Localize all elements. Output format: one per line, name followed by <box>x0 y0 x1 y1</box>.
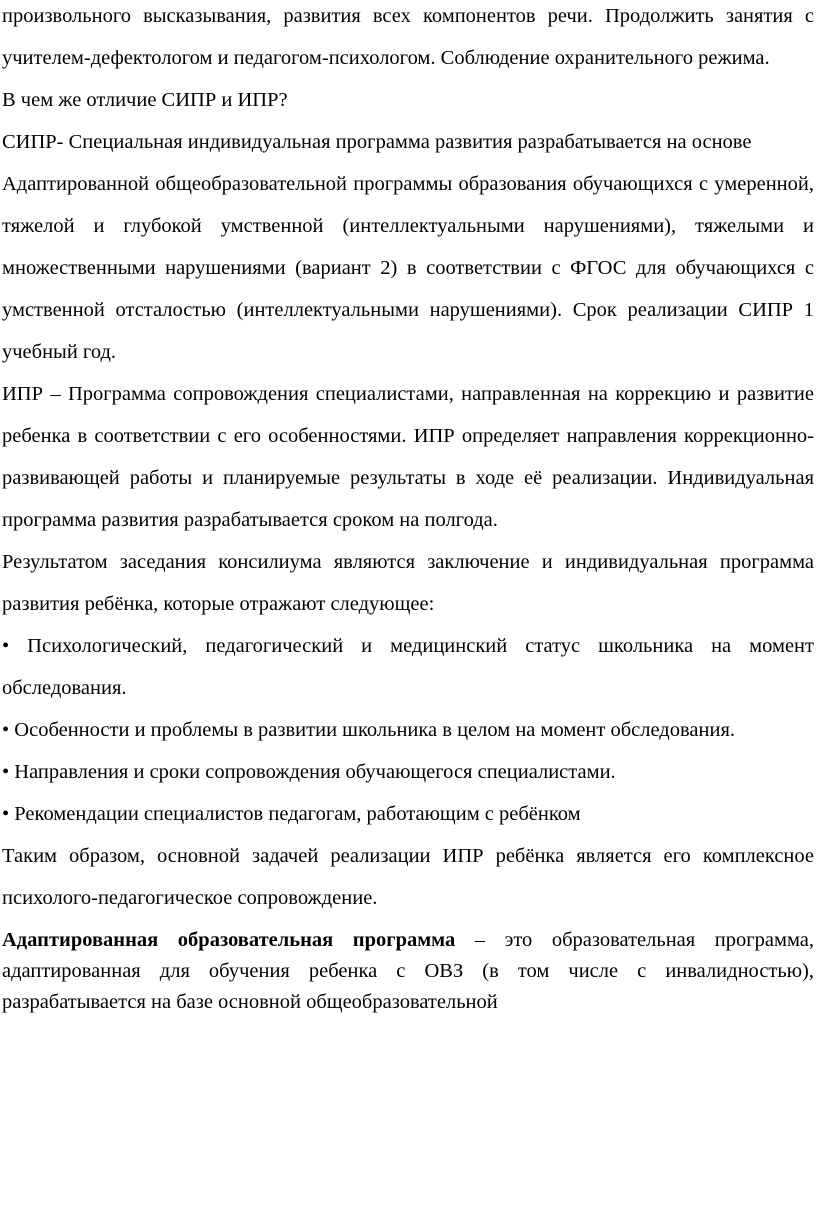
bullet-recommendations: • Рекомендации специалистов педагогам, работающим с ребёнком <box>2 803 581 825</box>
paragraph-adapted-program: Адаптированной общеобразовательной программы образования обучающихся с умеренной, тяжелой и глубокой умственной (интеллектуальными нарушениями), тяжелыми и множественными нарушениями (вариант 2) в соответствии с ФГОС для обучающихся с умственной отсталостью (интеллектуальными нарушениями). Срок реализации СИПР 1 учебный год. <box>2 173 814 363</box>
paragraph-speech-development: произвольного высказывания, развития всех компонентов речи. Продолжить занятия с учителем-дефектологом и педагогом-психологом. Соблюдение охранительного режима. <box>2 5 814 69</box>
paragraph-ipr-definition: ИПР – Программа сопровождения специалистами, направленная на коррекцию и развитие ребенка в соответствии с его особенностями. ИПР определяет направления коррекционно-развивающей работы и планируемые результаты в ходе её реализации. Индивидуальная программа развития разрабатывается сроком на полгода. <box>2 383 814 531</box>
paragraph-sipr-definition: СИПР- Специальная индивидуальная программа развития разрабатывается на основе <box>2 131 752 153</box>
bullet-status: • Психологический, педагогический и медицинский статус школьника на момент обследования. <box>2 635 814 699</box>
paragraph-question: В чем же отличие СИПР и ИПР? <box>2 89 288 111</box>
paragraph-adapted-educational-program <box>2 925 814 1018</box>
paragraph-conclusion: Таким образом, основной задачей реализации ИПР ребёнка является его комплексное психолого-педагогическое сопровождение. <box>2 845 814 909</box>
bold-term: Адаптированная образовательная программа <box>2 929 456 951</box>
paragraph-council-result: Результатом заседания консилиума являются заключение и индивидуальная программа развития ребёнка, которые отражают следующее: <box>2 551 814 615</box>
definition-text: – это образовательная программа, адаптированная для обучения ребенка с ОВЗ (в том числе с инвалидностью), разрабатывается на базе основной общеобразовательной <box>2 929 814 1013</box>
bullet-directions: • Направления и сроки сопровождения обучающегося специалистами. <box>2 761 616 783</box>
bullet-development-problems: • Особенности и проблемы в развитии школьника в целом на момент обследования. <box>2 719 735 741</box>
